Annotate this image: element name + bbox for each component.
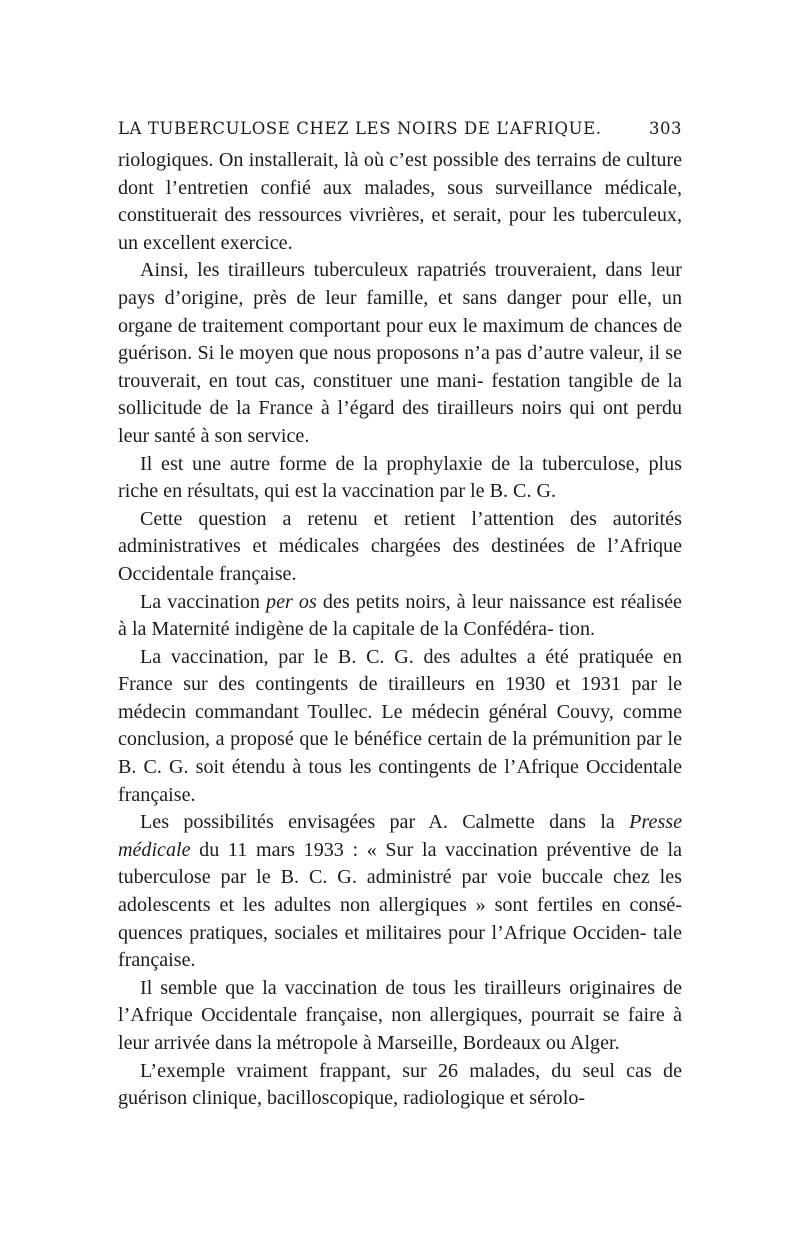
page-number: 303 — [649, 119, 682, 138]
paragraph-9: L’exemple vraiment frappant, sur 26 malades, du seul cas de guérison clinique, bacilloscopique, radiologique et sérolo- — [118, 1059, 682, 1110]
body-text — [118, 147, 682, 1113]
paragraph-6: La vaccination, par le B. C. G. des adultes a été pratiquée en France sur des contingents de tirailleurs en 1930 et 1931 par le médecin commandant Toullec. Le médecin général Couvy, comme conclusion, a proposé que le bénéfice certain de la prémunition par le B. C. G. soit étendu à tous les contingents de l’Afrique Occidentale française. — [118, 645, 682, 806]
paragraph-7-italic: Presse médicale — [118, 811, 682, 861]
paragraph-4: Cette question a retenu et retient l’attention des autorités administratives et médicales chargées des destinées de l’Afrique Occidentale française. — [118, 507, 682, 585]
running-head — [118, 117, 682, 141]
paragraph-8: Il semble que la vaccination de tous les tirailleurs originaires de l’Afrique Occidentale française, non allergiques, pourrait se faire à leur arrivée dans la métropole à Marseille, Bordeaux ou Alger. — [118, 976, 682, 1054]
running-title: LA TUBERCULOSE CHEZ LES NOIRS DE L’AFRIQUE. — [118, 119, 602, 138]
paragraph-5-italic: per os — [266, 590, 317, 613]
paragraph-7-before: Les possibilités envisagées par A. Calmette dans la — [140, 811, 630, 834]
paragraph-5-before: La vaccination — [140, 590, 267, 613]
book-page — [118, 117, 682, 1113]
paragraph-3: Il est une autre forme de la prophylaxie de la tuberculose, plus riche en résultats, qui est la vaccination par le B. C. G. — [118, 452, 682, 503]
paragraph-5 — [118, 589, 682, 644]
paragraph-5-after: des petits noirs, à leur naissance est réalisée à la Maternité indigène de la capitale de la Confédéra- tion. — [118, 590, 682, 641]
paragraph-2: Ainsi, les tirailleurs tuberculeux rapatriés trouveraient, dans leur pays d’origine, près de leur famille, et sans danger pour elle, un organe de traitement comportant pour eux le maximum de chances de guérison. Si le moyen que nous proposons n’a pas d’autre valeur, il se trouverait, en tout cas, constituer une mani- festation tangible de la sollicitude de la France à l’égard des tirailleurs noirs qui ont perdu leur santé à son service. — [118, 259, 682, 447]
paragraph-7 — [118, 809, 682, 975]
paragraph-7-after: du 11 mars 1933 : « Sur la vaccination préventive de la tuberculose par le B. C. G. administré par voie buccale chez les adolescents et les adultes non allergiques » sont fertiles en consé- quences pratiques, sociales et militaires pour l’Afrique Occiden- tale française. — [118, 838, 682, 972]
paragraph-1: riologiques. On installerait, là où c’est possible des terrains de culture dont l’entretien confié aux malades, sous surveillance médicale, constituerait des ressources vivrières, et serait, pour les tuberculeux, un excellent exercice. — [118, 149, 682, 254]
